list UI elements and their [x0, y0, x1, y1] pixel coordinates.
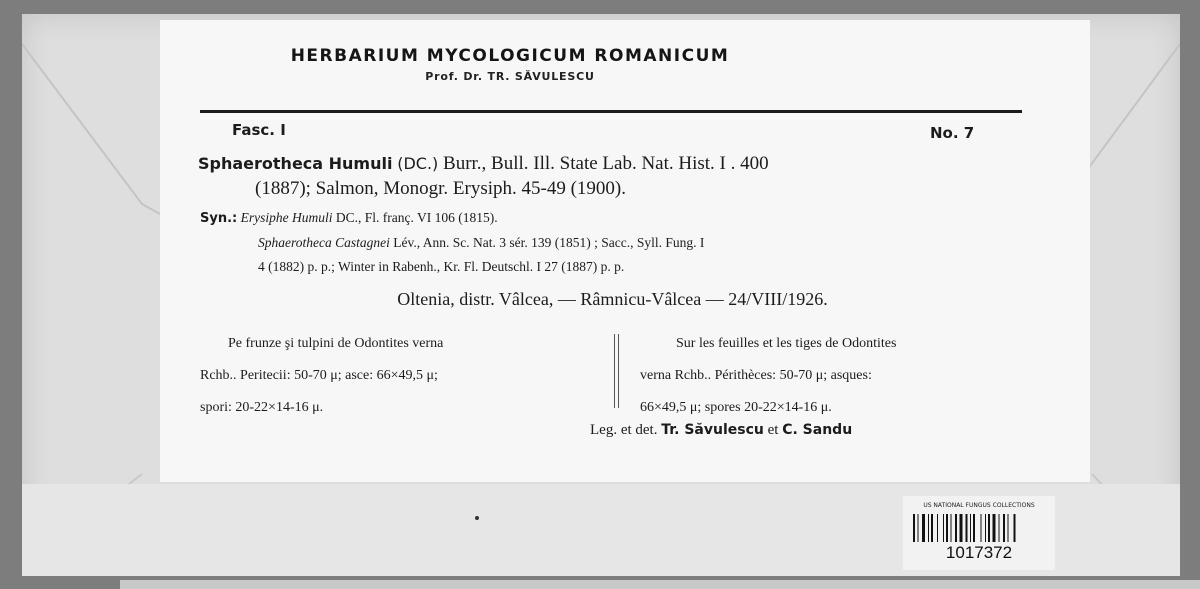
barcode-bar — [1003, 514, 1005, 542]
synonym-1-name: Erysiphe Humuli — [240, 210, 333, 225]
barcode-bars — [913, 514, 1045, 542]
barcode-bar — [931, 514, 933, 542]
barcode-bar — [951, 514, 952, 542]
barcode-bar — [999, 514, 1000, 542]
fascicle-label: Fasc. I — [232, 121, 286, 139]
barcode-bar — [973, 514, 975, 542]
locality: Oltenia, distr. Vâlcea, — Râmnicu-Vâlcea — 24/VIII/1926. — [397, 289, 828, 309]
species-block — [198, 151, 1038, 201]
barcode-bar — [913, 514, 915, 542]
barcode-bar — [946, 514, 948, 542]
barcode-bar — [981, 514, 982, 542]
barcode-bar — [960, 514, 963, 542]
synonym-2-ref: Lév., Ann. Sc. Nat. 3 sér. 139 (1851) ; Sacc., Syll. Fung. I — [393, 235, 705, 250]
synonyms-block — [200, 206, 1040, 279]
barcode-bar — [966, 514, 968, 542]
header-rule — [200, 110, 1022, 113]
barcode-bar — [970, 514, 971, 542]
synonym-2-name: Sphaerotheca Castagnei — [258, 235, 390, 250]
species-name: Sphaerotheca Humuli — [198, 154, 393, 173]
barcode-bar — [955, 514, 957, 542]
collector-line — [590, 422, 852, 439]
barcode-title: US NATIONAL FUNGUS COLLECTIONS — [923, 502, 1035, 509]
column-divider — [614, 334, 619, 408]
barcode-bar — [937, 514, 938, 542]
species-citation-1: Burr., Bull. Ill. State Lab. Nat. Hist. I . 400 — [443, 153, 769, 174]
fr-line-3: 66×49,5 μ; spores 20-22×14-16 μ. — [640, 400, 832, 415]
synonym-1-ref: DC., Fl. franç. VI 106 (1815). — [335, 210, 498, 225]
barcode-bar — [985, 514, 986, 542]
ro-line-1: Pe frunze şi tulpini de Odontites verna — [228, 336, 444, 351]
fr-line-2: verna Rchb.. Périthèces: 50-70 μ; asques: — [640, 368, 872, 383]
barcode-bar — [922, 514, 925, 542]
barcode-number: 1017372 — [945, 543, 1013, 562]
collector-name-1: Tr. Săvulescu — [661, 422, 764, 438]
barcode-label — [903, 496, 1055, 570]
barcode-bar — [993, 514, 996, 542]
herbarium-title: HERBARIUM MYCOLOGICUM ROMANICUM — [290, 46, 730, 66]
bottom-strip — [120, 580, 1200, 589]
species-citation-2: (1887); Salmon, Monogr. Erysiph. 45-49 (1900). — [255, 178, 627, 199]
barcode-bar — [918, 514, 919, 542]
collector-conj: et — [767, 422, 779, 438]
ro-line-3: spori: 20-22×14-16 μ. — [200, 400, 324, 415]
collector-prefix: Leg. et det. — [590, 422, 658, 438]
herbarium-subtitle: Prof. Dr. TR. SĂVULESCU — [425, 70, 595, 83]
description-romanian — [200, 328, 598, 424]
specimen-number: No. 7 — [930, 124, 975, 142]
barcode-bar — [988, 514, 990, 542]
fr-line-1: Sur les feuilles et les tiges de Odontites — [676, 336, 897, 351]
paper-speck — [475, 516, 479, 520]
barcode-bar — [943, 514, 944, 542]
barcode-bar — [1008, 514, 1009, 542]
collector-name-2: C. Sandu — [782, 422, 853, 438]
description-french — [640, 328, 1040, 424]
synonym-2-ref-cont: 4 (1882) p. p.; Winter in Rabenh., Kr. Fl. Deutschl. I 27 (1887) p. p. — [258, 259, 625, 274]
barcode-bar — [928, 514, 929, 542]
ro-line-2: Rchb.. Peritecii: 50-70 μ; asce: 66×49,5 μ; — [200, 368, 438, 383]
barcode-bar — [1014, 514, 1016, 542]
species-author: (DC.) — [397, 154, 439, 173]
synonyms-label: Syn.: — [200, 211, 238, 226]
